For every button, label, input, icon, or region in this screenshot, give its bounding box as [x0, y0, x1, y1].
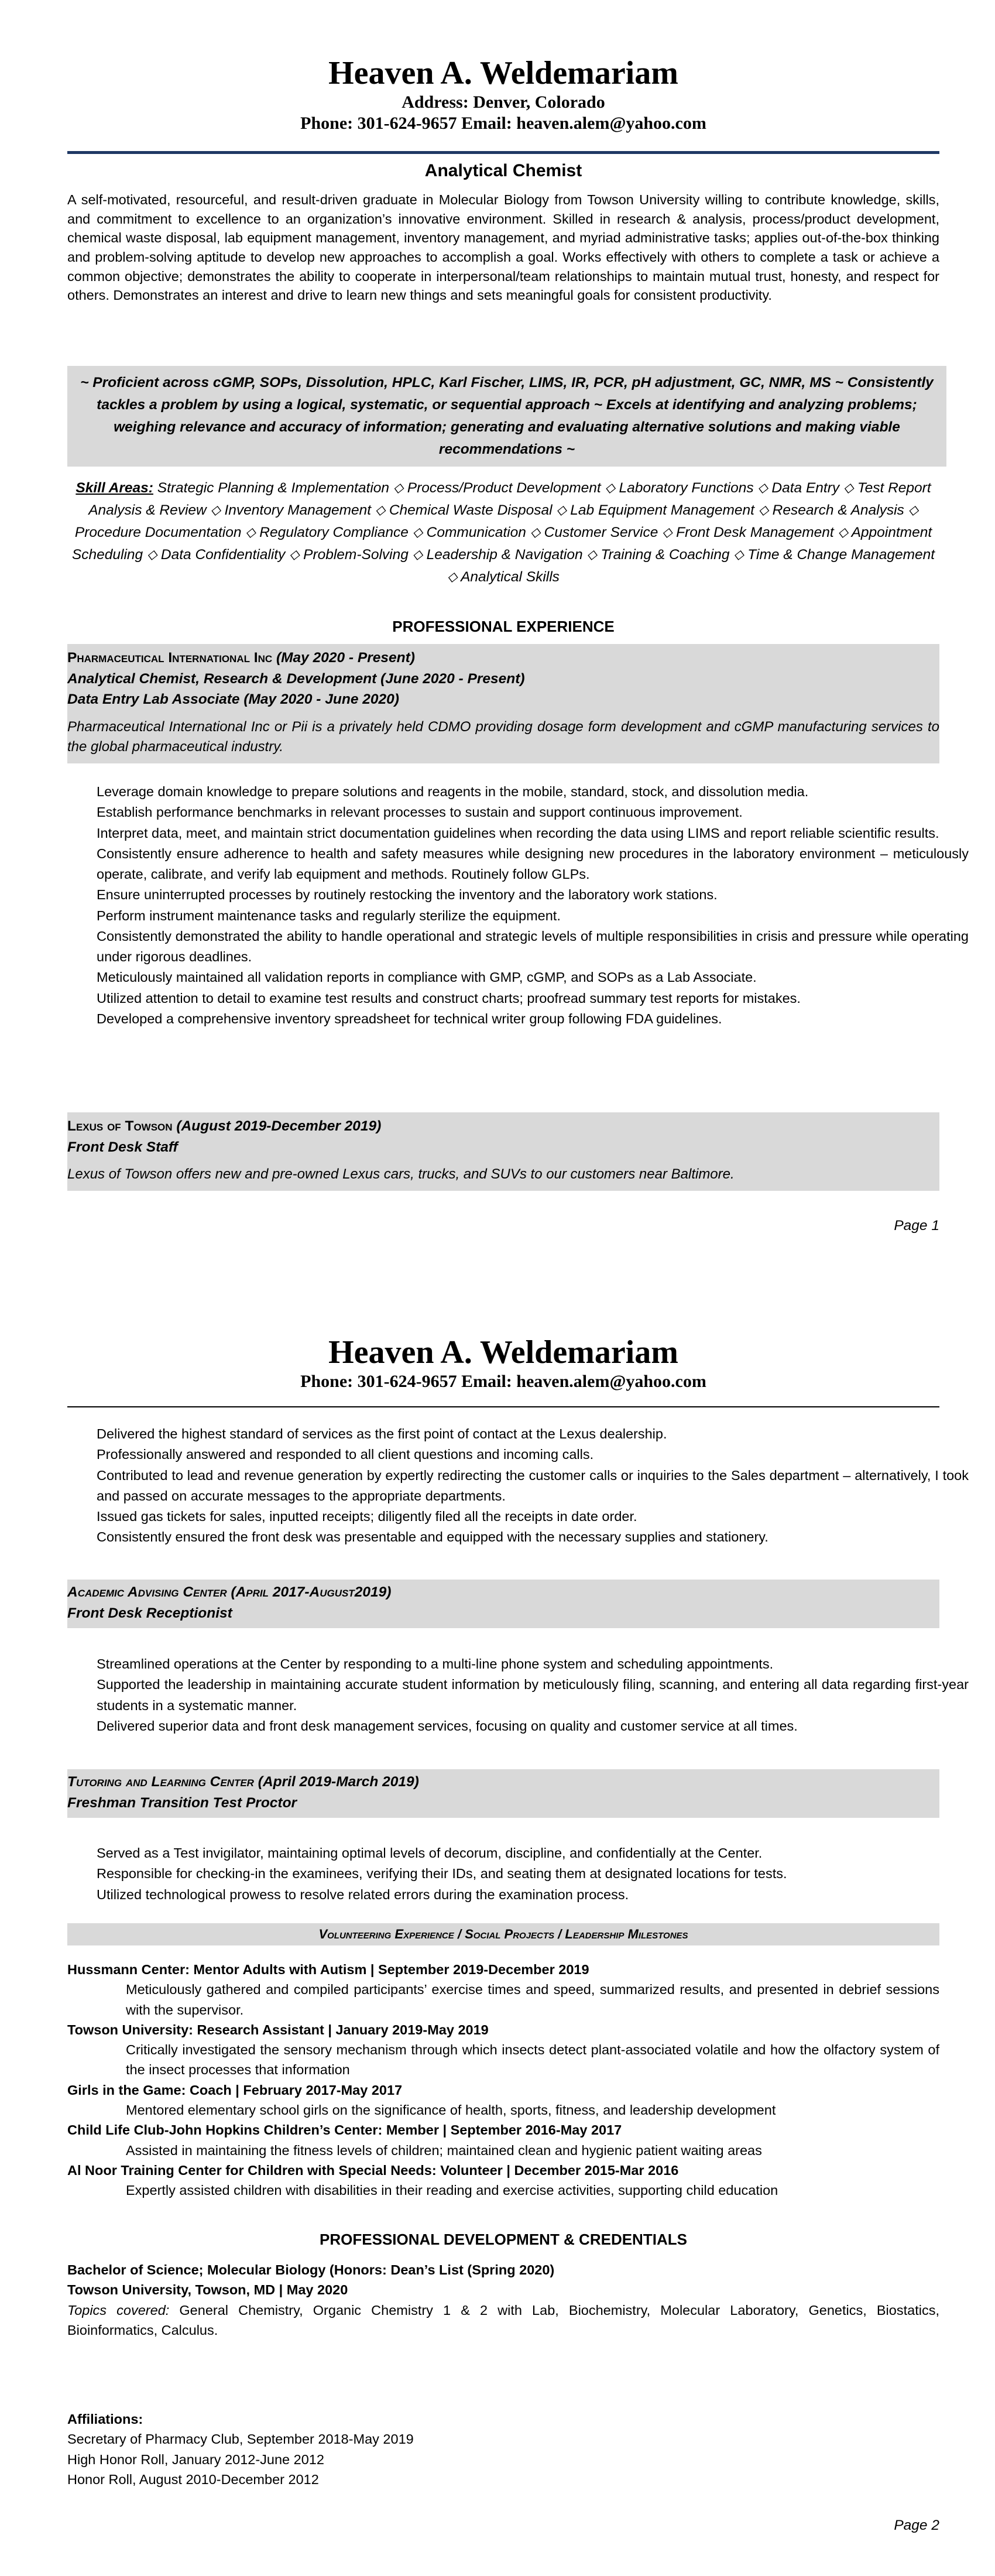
list-item: High Honor Roll, January 2012-June 2012: [67, 2451, 324, 2467]
volunteer-detail: Expertly assisted children with disabilities in their reading and exercise activities, supporting child education: [126, 2183, 778, 2198]
job-role: Front Desk Staff: [67, 1139, 178, 1155]
job-bullets-lexus: [67, 1424, 969, 1548]
volunteer-detail: Critically investigated the sensory mechanism through which insects detect plant-associated volatile and how the olfactory system of the insect processes that information: [126, 2042, 939, 2078]
role-title: Analytical Chemist: [424, 161, 582, 180]
job-role: Analytical Chemist, Research & Development (June 2020 - Present): [67, 670, 525, 687]
job-header-lexus: [67, 1112, 939, 1191]
skill-areas-list: Strategic Planning & Implementation ⬦ Process/Product Development ⬦ Laboratory Functions ⬦ Data Entry ⬦ Test Report Analysis & Review ⬦ Inventory Management ⬦ Chemical Waste Disposal ⬦ Lab Equipment Management ⬦ Research & Analysis ⬦ Procedure Documentation ⬦ Regulatory Compliance ⬦ Communication ⬦ Customer Service ⬦ Front Desk Management ⬦ Appointment Scheduling ⬦ Data Confidentiality ⬦ Problem-Solving ⬦ Leadership & Navigation ⬦ Training & Coaching ⬦ Time & Change Management ⬦ Analytical Skills: [71, 480, 935, 585]
list-item: Developed a comprehensive inventory spreadsheet for technical writer group following FDA guidelines.: [97, 1010, 722, 1026]
company-description: Lexus of Towson offers new and pre-owned Lexus cars, trucks, and SUVs to our customers near Baltimore.: [67, 1166, 735, 1183]
company-name: Lexus of Towson: [67, 1118, 173, 1134]
list-item: Professionally answered and responded to all client questions and incoming calls.: [97, 1447, 594, 1462]
contact-line: Phone: 301-624-9657 Email: heaven.alem@yahoo.com: [300, 113, 706, 133]
address-line: Address: Denver, Colorado: [402, 92, 605, 112]
list-item: Consistently ensured the front desk was presentable and equipped with the necessary supplies and stationery.: [97, 1529, 768, 1545]
job-role: Data Entry Lab Associate (May 2020 - June 2020): [67, 691, 399, 708]
job-header-advising: [67, 1580, 939, 1628]
list-item: Delivered superior data and front desk management services, focusing on quality and customer service at all times.: [97, 1718, 798, 1734]
job-header-tutoring: [67, 1769, 939, 1818]
education-block: [67, 2260, 939, 2340]
volunteer-heading: Al Noor Training Center for Children with Special Needs: Volunteer | December 2015-Mar 2016: [67, 2162, 679, 2178]
job-dates: (April 2019-March 2019): [258, 1774, 419, 1790]
degree: Bachelor of Science; Molecular Biology (Honors: Dean’s List (Spring 2020): [67, 2262, 555, 2277]
list-item: Streamlined operations at the Center by responding to a multi-line phone system and scheduling appointments.: [97, 1656, 774, 1671]
skill-areas: [67, 477, 939, 588]
list-item: Secretary of Pharmacy Club, September 2018-May 2019: [67, 2431, 414, 2447]
core-competencies-band: ~ Proficient across cGMP, SOPs, Dissolution, HPLC, Karl Fischer, LIMS, IR, PCR, pH adjustment, GC, NMR, MS ~ Consistently tackles a problem by using a logical, systematic, or sequential approach ~ Excels at identifying and analyzing problems; weighing relevance and accuracy of information; generating and evaluating alternative solutions and making viable recommendations ~: [67, 366, 946, 467]
list-item: Contributed to lead and revenue generation by expertly redirecting the customer calls or inquiries to the Sales department – alternatively, I took and passed on accurate messages to the appropriate departments.: [97, 1467, 969, 1503]
job-role: Freshman Transition Test Proctor: [67, 1794, 297, 1811]
summary-paragraph: A self-motivated, resourceful, and result-driven graduate in Molecular Biology from Towson University willing to contribute knowledge, skills, and commitment to excellence to an organization’s innovative environment. Skilled in research & analysis, process/product development, chemical waste disposal, lab equipment management, inventory management, and myriad administrative tasks; applies out-of-the-box thinking and problem-solving aptitude to develop new approaches to accomplish a goal. Works effectively with others to complete a task or achieve a common objective; demonstrates the ability to cooperate in interpersonal/team relationships to maintain mutual trust, honesty, and respect for others. Demonstrates an interest and drive to learn new things and sets meaningful goals for consistent productivity.: [67, 192, 939, 303]
school: Towson University, Towson, MD | May 2020: [67, 2282, 348, 2298]
job-dates: (April 2017-August2019): [231, 1584, 392, 1600]
list-item: Consistently ensure adherence to health and safety measures while designing new procedures in the laboratory environment – meticulously operate, calibrate, and verify lab equipment and methods. Routinely follow GLPs.: [97, 845, 969, 882]
company-name: Tutoring and Learning Center: [67, 1774, 254, 1790]
list-item: Leverage domain knowledge to prepare solutions and reagents in the mobile, standard, stock, and dissolution media.: [97, 784, 809, 799]
affiliations-title: Affiliations:: [67, 2411, 143, 2427]
topics-label: Topics covered:: [67, 2302, 170, 2318]
volunteer-heading: Girls in the Game: Coach | February 2017-May 2017: [67, 2082, 403, 2098]
list-item: Interpret data, meet, and maintain strict documentation guidelines when recording the data using LIMS and report reliable scientific results.: [97, 825, 939, 841]
header-divider: [67, 151, 939, 154]
list-item: Honor Roll, August 2010-December 2012: [67, 2471, 319, 2487]
topics-list: General Chemistry, Organic Chemistry 1 & 2 with Lab, Biochemistry, Molecular Laboratory, Genetics, Biostatics, Bioinformatics, Calculus.: [67, 2302, 939, 2338]
volunteer-detail: Assisted in maintaining the fitness levels of children; maintained clean and hygienic patient waiting areas: [126, 2142, 762, 2158]
volunteer-list: [67, 1960, 939, 2201]
list-item: Establish performance benchmarks in relevant processes to sustain and support continuous improvement.: [97, 804, 743, 820]
volunteer-section-title: Volunteering Experience / Social Projects / Leadership Milestones: [67, 1923, 939, 1945]
volunteer-heading: Towson University: Research Assistant | January 2019-May 2019: [67, 2022, 489, 2037]
skill-areas-label: Skill Areas:: [76, 480, 153, 496]
company-name: Pharmaceutical International Inc: [67, 650, 273, 666]
job-bullets-tutoring: [67, 1843, 969, 1905]
job-header-pii: [67, 644, 939, 763]
contact-line: Phone: 301-624-9657 Email: heaven.alem@yahoo.com: [300, 1371, 706, 1391]
list-item: Delivered the highest standard of services as the first point of contact at the Lexus dealership.: [97, 1426, 667, 1441]
list-item: Utilized technological prowess to resolve related errors during the examination process.: [97, 1886, 629, 1902]
list-item: Ensure uninterrupted processes by routinely restocking the inventory and the laboratory work stations.: [97, 887, 718, 903]
page-number: Page 1: [894, 1218, 939, 1234]
list-item: Consistently demonstrated the ability to handle operational and strategic levels of multiple responsibilities in crisis and pressure while operating under rigorous deadlines.: [97, 928, 969, 964]
header: [67, 56, 939, 134]
list-item: Utilized attention to detail to examine test results and construct charts; proofread summary test reports for mistakes.: [97, 990, 801, 1006]
job-dates: (May 2020 - Present): [276, 650, 415, 666]
list-item: Served as a Test invigilator, maintaining optimal levels of decorum, discipline, and confidentially at the Center.: [97, 1845, 763, 1861]
list-item: Issued gas tickets for sales, inputted receipts; diligently filed all the receipts in date order.: [97, 1509, 637, 1524]
affiliations-block: [67, 2409, 939, 2489]
header: [67, 1335, 939, 1392]
list-item: Meticulously maintained all validation reports in compliance with GMP, cGMP, and SOPs as a Lab Associate.: [97, 970, 757, 985]
job-role: Front Desk Receptionist: [67, 1605, 232, 1621]
job-bullets-advising: [67, 1654, 969, 1736]
volunteer-detail: Mentored elementary school girls on the significance of health, sports, fitness, and leadership development: [126, 2102, 776, 2118]
page-number: Page 2: [894, 2517, 939, 2533]
company-name: Academic Advising Center: [67, 1584, 227, 1600]
job-dates: (August 2019-December 2019): [176, 1118, 382, 1134]
volunteer-heading: Hussmann Center: Mentor Adults with Autism | September 2019-December 2019: [67, 1962, 589, 1977]
job-bullets-pii: [67, 782, 969, 1029]
credentials-section-title: PROFESSIONAL DEVELOPMENT & CREDENTIALS: [320, 2231, 687, 2248]
candidate-name: Heaven A. Weldemariam: [328, 1334, 678, 1371]
company-description: Pharmaceutical International Inc or Pii is a privately held CDMO providing dosage form development and cGMP manufacturing services to the global pharmaceutical industry.: [67, 718, 939, 755]
list-item: Perform instrument maintenance tasks and regularly sterilize the equipment.: [97, 907, 561, 923]
volunteer-heading: Child Life Club-John Hopkins Children’s Center: Member | September 2016-May 2017: [67, 2122, 622, 2138]
volunteer-detail: Meticulously gathered and compiled participants’ exercise times and speed, summarized results, and presented in debrief sessions with the supervisor.: [126, 1982, 939, 2017]
list-item: Supported the leadership in maintaining accurate student information by meticulously filing, scanning, and entering all data regarding first-year students in a systematic manner.: [97, 1677, 969, 1713]
candidate-name: Heaven A. Weldemariam: [328, 55, 678, 91]
list-item: Responsible for checking-in the examinees, verifying their IDs, and seating them at designated locations for tests.: [97, 1866, 787, 1882]
header-divider: [67, 1406, 939, 1407]
resume-page-2: [0, 1288, 995, 2576]
experience-section-title: PROFESSIONAL EXPERIENCE: [392, 618, 615, 635]
